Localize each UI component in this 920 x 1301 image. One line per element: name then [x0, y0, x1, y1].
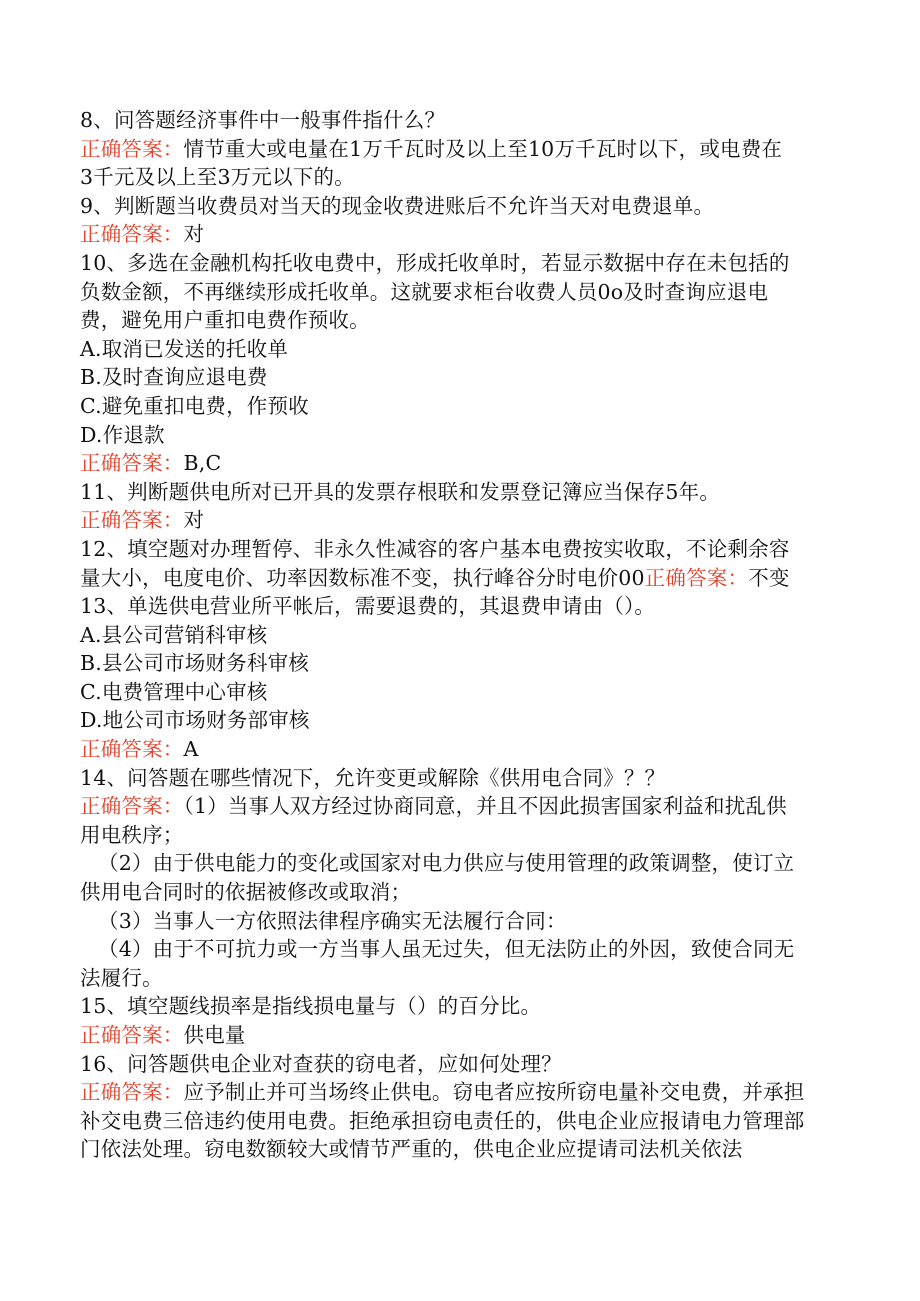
answer-text: B,C: [183, 451, 222, 476]
question-14: 14、问答题在哪些情况下，允许变更或解除《供用电合同》？？: [80, 765, 666, 790]
question-12: 12、填空题对办理暂停、非永久性减容的客户基本电费按实收取，不论剩余容: [80, 536, 790, 561]
question-12-cont: [80, 564, 840, 593]
answer-11: [80, 506, 840, 535]
option-d: D.作退款: [80, 422, 165, 447]
answer-16: [80, 1078, 840, 1107]
option-d: D.地公司市场财务部审核: [80, 708, 310, 733]
answer-8: [80, 135, 840, 164]
question-text: 量大小，电度电价、功率因数标准不变，执行峰谷分时电价00: [80, 565, 645, 590]
answer-text: （1）当事人双方经过协商同意，并且不因此损害国家利益和扰乱供: [183, 794, 787, 819]
question-15: 15、填空题线损率是指线损电量与（）的百分比。: [80, 994, 542, 1019]
answer-text: 情节重大或电量在1万千瓦时及以上至10万千瓦时以下，或电费在: [183, 136, 783, 161]
option-a: A.县公司营销科审核: [80, 622, 268, 647]
question-10: 10、多选在金融机构托收电费中，形成托收单时，若显示数据中存在未包括的: [80, 250, 790, 275]
answer-14-cont: 用电秩序；: [80, 822, 184, 847]
answer-16-cont: 补交电费三倍违约使用电费。拒绝承担窃电责任的，供电企业应报请电力管理部: [80, 1108, 805, 1133]
question-10-cont: 负数金额，不再继续形成托收单。这就要求柜台收费人员0o及时查询应退电: [80, 279, 769, 304]
answer-label: 正确答案：: [80, 737, 184, 762]
answer-16-cont: 门依法处理。窃电数额较大或情节严重的，供电企业应提请司法机关依法: [80, 1137, 743, 1162]
answer-14-cont: （3）当事人一方依照法律程序确实无法履行合同：: [98, 908, 567, 933]
answer-14-cont: 法履行。: [80, 965, 163, 990]
answer-label: 正确答案：: [80, 1023, 184, 1047]
answer-8-cont: 3千元及以上至3万元以下的。: [80, 165, 355, 190]
option-b: B.及时查询应退电费: [80, 365, 268, 390]
answer-14-cont: （4）由于不可抗力或一方当事人虽无过失，但无法防止的外因，致使合同无: [98, 937, 795, 962]
answer-label: 正确答案：: [80, 508, 184, 533]
option-c: C.避免重扣电费，作预收: [80, 393, 309, 418]
answer-label: 正确答案：: [80, 136, 184, 161]
answer-15: [80, 1021, 840, 1050]
question-8: 8、问答题经济事件中一般事件指什么？: [80, 108, 446, 132]
answer-text: 应予制止并可当场终止供电。窃电者应按所窃电量补交电费，并承担: [183, 1080, 805, 1105]
answer-text: 不变: [748, 565, 790, 590]
question-10-cont: 费，避免用户重扣电费作预收。: [80, 308, 370, 333]
answer-text: 对: [183, 508, 205, 533]
answer-label: 正确答案：: [80, 1080, 184, 1105]
document-body: [80, 106, 840, 1164]
option-b: B.县公司市场财务科审核: [80, 651, 309, 676]
answer-14-cont: （2）由于供电能力的变化或国家对电力供应与使用管理的政策调整，使订立: [98, 851, 795, 876]
answer-label: 正确答案：: [80, 794, 184, 819]
answer-label: 正确答案：: [644, 565, 749, 590]
answer-14: [80, 792, 840, 821]
answer-10: [80, 449, 840, 478]
answer-13: [80, 735, 840, 764]
option-c: C.电费管理中心审核: [80, 679, 268, 704]
answer-text: A: [183, 737, 199, 762]
question-9: 9、判断题当收费员对当天的现金收费进账后不允许当天对电费退单。: [80, 193, 715, 218]
answer-label: 正确答案：: [80, 222, 184, 247]
answer-14-cont: 供用电合同时的依据被修改或取消；: [80, 880, 412, 905]
answer-label: 正确答案：: [80, 451, 184, 476]
option-a: A.取消已发送的托收单: [80, 336, 289, 361]
answer-9: [80, 220, 840, 249]
question-16: 16、问答题供电企业对查获的窃电者，应如何处理？: [80, 1051, 562, 1076]
question-11: 11、判断题供电所对已开具的发票存根联和发票登记簿应当保存5年。: [80, 479, 721, 504]
answer-text: 供电量: [183, 1023, 246, 1047]
answer-text: 对: [183, 222, 205, 247]
question-13: 13、单选供电营业所平帐后，需要退费的，其退费申请由（）。: [80, 594, 656, 619]
